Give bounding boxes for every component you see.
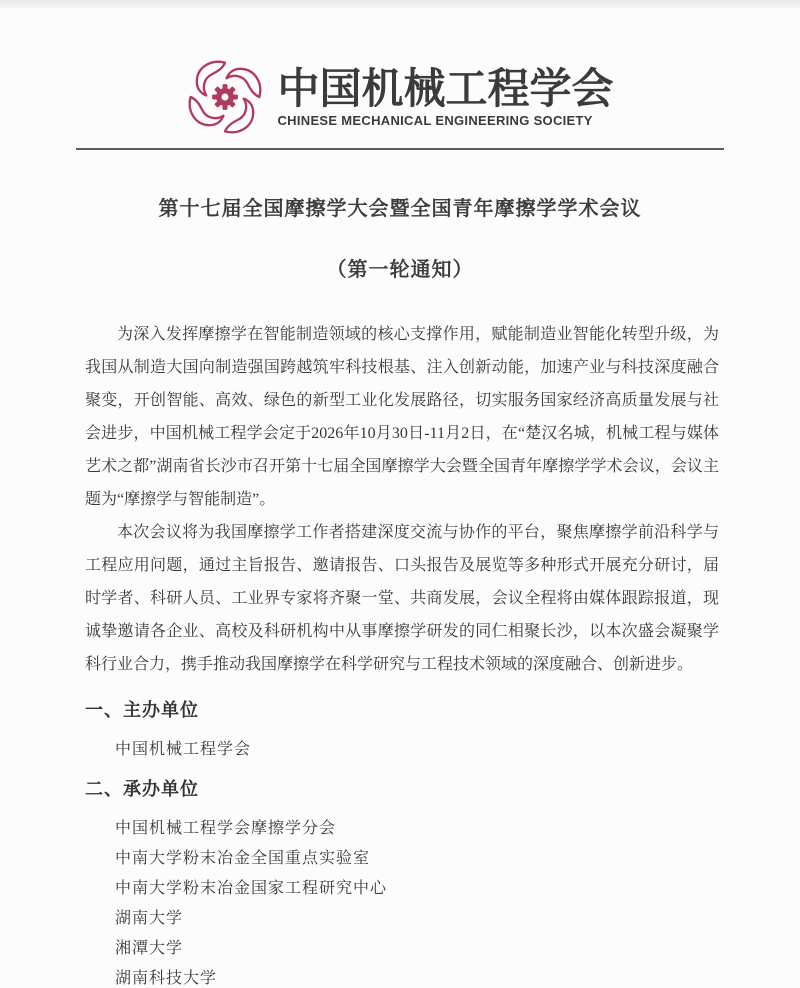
logo-text (277, 64, 614, 128)
paragraph-1: 为深入发挥摩擦学在智能制造领域的核心支撑作用，赋能制造业智能化转型升级，为我国从制造大国向制造强国跨越筑牢科技根基、注入创新动能，加速产业与科技深度融合聚变，开创智能、高效、绿色的新型工业化发展路径，切实服务国家经济高质量发展与社会进步，中国机械工程学会定于2026年10月30日-11月2日，在“楚汉名城，机械工程与媒体艺术之都”湖南省长沙市召开第十七届全国摩擦学大会暨全国青年摩擦学学术会议，会议主题为“摩擦学与智能制造”。 (85, 326, 719, 508)
org-item: 中南大学粉末冶金国家工程研究中心 (115, 880, 388, 897)
paragraph-2: 本次会议将为我国摩擦学工作者搭建深度交流与协作的平台，聚焦摩擦学前沿科学与工程应用问题，通过主旨报告、邀请报告、口头报告及展览等多种形式开展充分研讨，届时学者、科研人员、工业界专家将齐聚一堂、共商发展，会议全程将由媒体跟踪报道，现诚挚邀请各企业、高校及科研机构中从事摩擦学研发的同仁相聚长沙，以本次盛会凝聚学科行业合力，携手推动我国摩擦学在科学研究与工程技术领域的深度融合、创新进步。 (85, 524, 719, 673)
header-divider (76, 148, 724, 150)
section-heading-organizers: 二、承办单位 (85, 779, 199, 799)
org-item: 中国机械工程学会摩擦学分会 (115, 820, 337, 837)
page-subtitle: （第一轮通知） (326, 259, 474, 281)
organizer-list (115, 818, 800, 988)
logo-name-cn: 中国机械工程学会 (277, 64, 614, 112)
logo-name-en: CHINESE MECHANICAL ENGINEERING SOCIETY (277, 112, 593, 128)
page-title: 第十七届全国摩擦学大会暨全国青年摩擦学学术会议 (158, 198, 642, 220)
org-item: 湖南科技大学 (115, 970, 218, 987)
logo (0, 0, 800, 136)
org-item: 湘潭大学 (115, 940, 184, 957)
org-item: 中南大学粉末冶金全国重点实验室 (115, 850, 371, 867)
org-item: 湖南大学 (115, 910, 184, 927)
intro-text (85, 318, 719, 681)
org-item: 中国机械工程学会 (115, 741, 252, 758)
host-org-list (115, 739, 800, 760)
section-heading-host: 一、主办单位 (85, 700, 199, 720)
cmes-emblem-icon (186, 58, 264, 136)
